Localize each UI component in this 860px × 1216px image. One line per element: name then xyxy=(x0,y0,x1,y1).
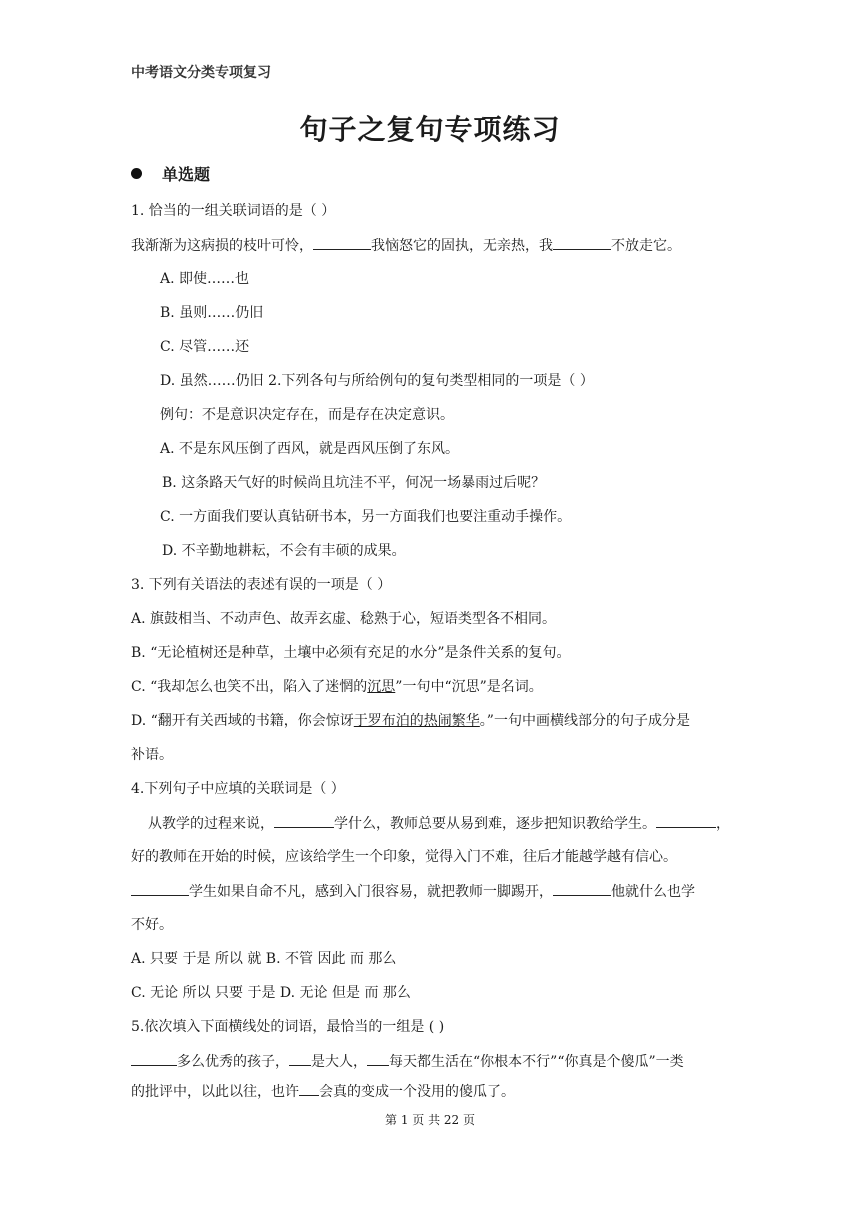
q4-passage-line xyxy=(148,813,730,834)
fill-blank xyxy=(274,813,334,828)
q1-sentence-part: 我渐渐为这病损的枝叶可怜， xyxy=(131,238,313,254)
q5-passage-line xyxy=(131,1081,515,1102)
q3-option-d-continued: 补语。 xyxy=(131,747,173,763)
q4-passage-line: 不好。 xyxy=(131,917,173,933)
q1-option-c: C. 尽管……还 xyxy=(160,339,250,355)
q4-options-cd: C. 无论 所以 只要 于是 D. 无论 但是 而 那么 xyxy=(131,985,411,1001)
q3-stem: 3. 下列有关语法的表述有误的一项是（ ） xyxy=(131,577,392,593)
q3-option-b: B. “无论植树还是种草，土壤中必须有充足的水分”是条件关系的复句。 xyxy=(131,645,571,661)
q3-option-c-text: C. “我却怎么也笑不出，陷入了迷惘的 xyxy=(131,679,368,695)
q2-option-d: D. 不辛勤地耕耘，不会有丰硕的成果。 xyxy=(162,543,406,559)
bullet-icon xyxy=(131,168,142,179)
q5-passage-text: 多么优秀的孩子， xyxy=(177,1054,289,1070)
q1-option-b: B. 虽则……仍旧 xyxy=(160,305,264,321)
q2-option-b: B. 这条路天气好的时候尚且坑洼不平，何况一场暴雨过后呢？ xyxy=(162,475,546,491)
q3-option-d xyxy=(131,711,690,731)
q4-passage-text: 他就什么也学 xyxy=(611,884,695,900)
underlined-phrase: 于罗布泊的热闹繁华 xyxy=(353,713,480,729)
q5-passage-text: 会真的变成一个没用的傻瓜了。 xyxy=(319,1084,515,1100)
q3-option-c-text: ”一句中“沉思”是名词。 xyxy=(395,679,543,695)
q4-passage-text: 从教学的过程来说， xyxy=(148,816,274,832)
q2-example: 例句：不是意识决定存在，而是存在决定意识。 xyxy=(160,407,454,423)
section-label: 单选题 xyxy=(162,165,211,184)
page-title: 句子之复句专项练习 xyxy=(299,113,561,146)
fill-blank xyxy=(367,1051,389,1066)
q1-sentence-part: 不放走它。 xyxy=(611,238,681,254)
q4-passage-text: 学什么，教师总要从易到难，逐步把知识教给学生。 xyxy=(334,816,656,832)
q4-passage-text: ， xyxy=(716,816,730,832)
fill-blank xyxy=(313,235,371,250)
section-heading xyxy=(131,162,210,185)
fill-blank xyxy=(553,235,611,250)
fill-blank xyxy=(131,1051,177,1066)
q2-option-c: C. 一方面我们要认真钻研书本，另一方面我们也要注重动手操作。 xyxy=(160,509,572,525)
page-footer: 第 1 页 共 22 页 xyxy=(385,1113,475,1127)
q4-passage-line xyxy=(131,881,695,902)
q5-passage-text: 每天都生活在“你根本不行”“你真是个傻瓜”一类 xyxy=(389,1054,684,1070)
q5-passage-text: 是大人， xyxy=(311,1054,367,1070)
underlined-word: 沉思 xyxy=(367,679,396,695)
fill-blank xyxy=(656,813,716,828)
q4-passage-line: 好的教师在开始的时候，应该给学生一个印象，觉得入门不难，往后才能越学越有信心。 xyxy=(131,849,677,865)
fill-blank xyxy=(299,1081,319,1096)
q3-option-c xyxy=(131,677,543,697)
q5-stem: 5.依次填入下面横线处的词语，最恰当的一组是 ( ) xyxy=(131,1019,445,1035)
fill-blank xyxy=(131,881,189,896)
q3-option-d-text: D. “翻开有关西域的书籍，你会惊讶 xyxy=(131,713,354,729)
q5-passage-text: 的批评中，以此以往，也许 xyxy=(131,1084,299,1100)
q4-options-ab: A. 只要 于是 所以 就 B. 不管 因此 而 那么 xyxy=(131,951,397,967)
q4-passage-text: 学生如果自命不凡，感到入门很容易，就把教师一脚踢开， xyxy=(189,884,553,900)
q1-stem: 1. 恰当的一组关联词语的是（ ） xyxy=(131,203,336,219)
q1-option-d: D. 虽然……仍旧 2.下列各句与所给例句的复句类型相同的一项是（ ） xyxy=(160,373,594,389)
fill-blank xyxy=(289,1051,311,1066)
q3-option-a: A. 旗鼓相当、不动声色、故弄玄虚、稔熟于心，短语类型各不相同。 xyxy=(131,611,557,627)
q1-option-a: A. 即使……也 xyxy=(160,271,250,287)
q5-passage-line xyxy=(131,1051,684,1072)
q2-option-a: A. 不是东风压倒了西风，就是西风压倒了东风。 xyxy=(160,441,460,457)
q4-stem: 4.下列句子中应填的关联词是（ ） xyxy=(131,781,345,797)
q1-sentence-part: 我恼怒它的固执，无亲热，我 xyxy=(371,238,553,254)
fill-blank xyxy=(553,881,611,896)
q3-option-d-text: 。”一句中画横线部分的句子成分是 xyxy=(479,713,690,729)
q1-sentence xyxy=(131,235,681,256)
document-header: 中考语文分类专项复习 xyxy=(131,65,271,81)
